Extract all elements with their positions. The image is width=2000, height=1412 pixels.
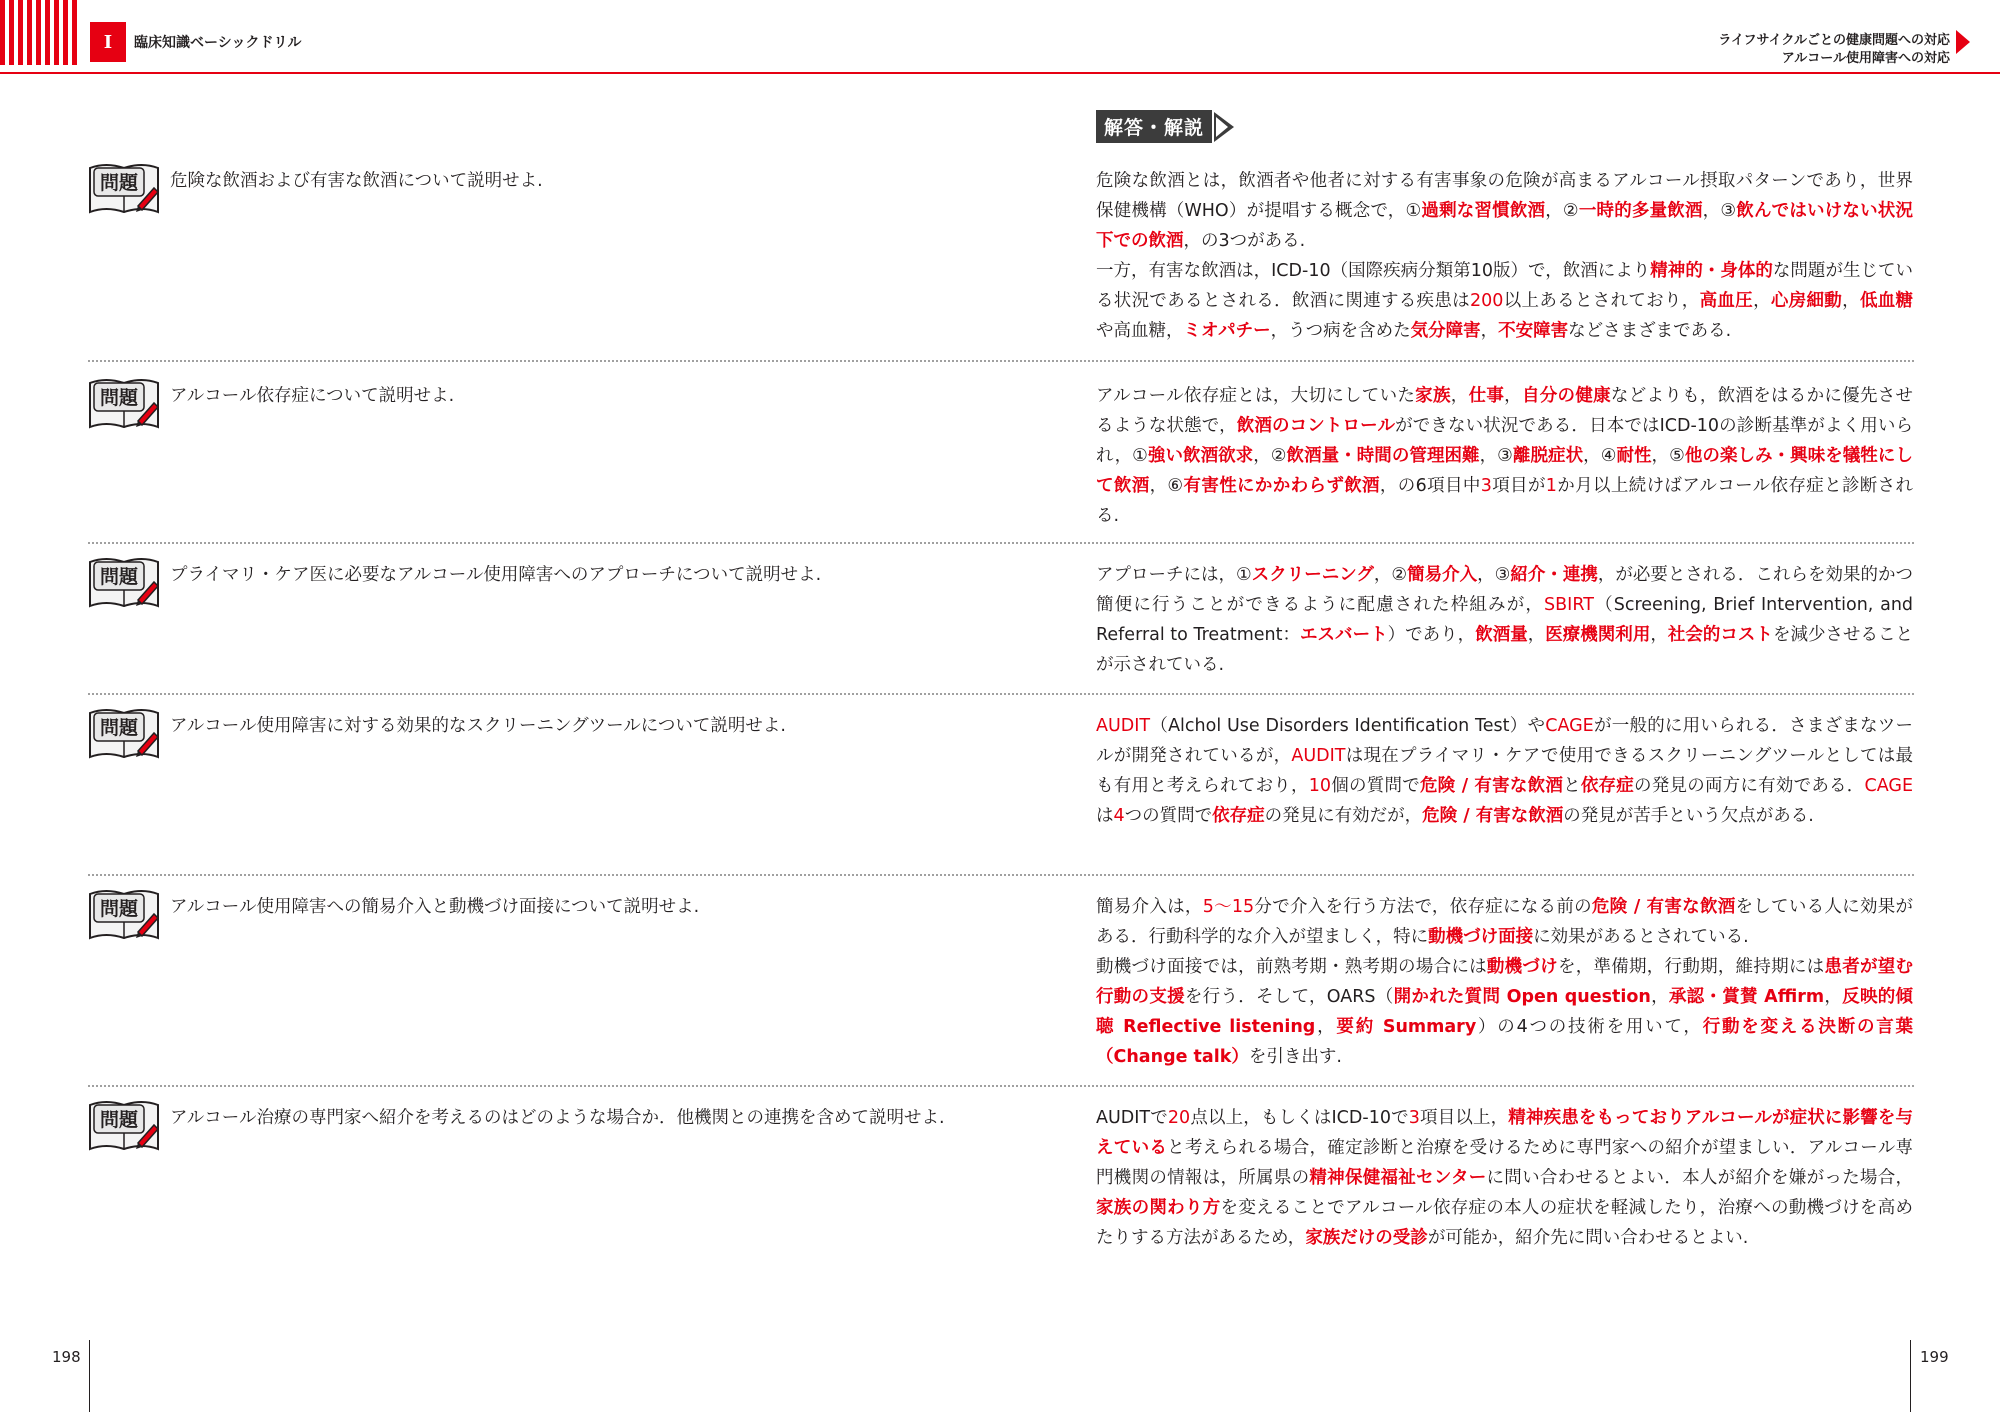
answer-text xyxy=(1096,560,1913,680)
answer-segment: ，⑥ xyxy=(1149,476,1184,496)
answer-segment: の発見に有効だが， xyxy=(1264,806,1423,826)
answer-segment: の発見の両方に有効である． xyxy=(1634,776,1865,796)
highlight-term: 5〜15 xyxy=(1202,897,1255,917)
answer-segment: が一般的に用いられる．さまざまなツールが開発されているが， xyxy=(1096,716,1913,766)
answer-arrow-icon xyxy=(1214,112,1234,142)
highlight-term: 高血圧 xyxy=(1699,291,1754,311)
answer-segment: つの質問で xyxy=(1124,806,1213,826)
answer-segment: や高血糖， xyxy=(1096,321,1184,341)
answer-text xyxy=(1096,381,1913,531)
answer-paragraph xyxy=(1096,166,1913,256)
highlight-term: 精神疾患をもっておりアルコールが症状に影響を与えている xyxy=(1096,1108,1913,1158)
highlight-term: CAGE xyxy=(1545,716,1594,736)
subsection-title: アルコール使用障害への対応 xyxy=(1781,51,1950,66)
question-text: アルコール治療の専門家へ紹介を考えるのはどのような場合か．他機関との連携を含めて説明せよ. xyxy=(170,1108,945,1128)
answer-text xyxy=(1096,711,1913,831)
highlight-term: 危険 / 有害な飲酒 xyxy=(1419,776,1564,796)
header-rule xyxy=(0,72,2000,74)
answer-segment: ， xyxy=(1824,987,1843,1007)
highlight-term: 一時的多量飲酒 xyxy=(1578,201,1703,221)
highlight-term: 1 xyxy=(1545,476,1557,496)
answer-segment: か月以上続けばアルコール依存症と診断される. xyxy=(1096,476,1914,526)
highlight-term: 反映的傾聴 Reflective listening xyxy=(1096,987,1914,1037)
highlight-term: AUDIT xyxy=(1096,716,1151,736)
highlight-term: 強い飲酒欲求 xyxy=(1147,446,1254,466)
highlight-term: 紹介・連携 xyxy=(1510,565,1598,585)
answer-paragraph xyxy=(1096,952,1913,1072)
answer-segment: ，③ xyxy=(1477,565,1511,585)
answer-segment: 簡易介入は， xyxy=(1096,897,1203,917)
highlight-term: SBIRT xyxy=(1544,595,1594,615)
highlight-term: 有害性にかかわらず飲酒 xyxy=(1183,476,1380,496)
answer-paragraph xyxy=(1096,256,1913,346)
highlight-term: エスバート xyxy=(1300,625,1388,645)
answer-segment: ，② xyxy=(1545,201,1579,221)
chapter-label: I xyxy=(103,31,113,53)
question-icon-label: 問題 xyxy=(99,1110,139,1131)
answer-segment: 一方，有害な飲酒は，ICD-10（国際疾病分類第10版）で，飲酒により xyxy=(1096,261,1651,281)
answer-segment: ，② xyxy=(1253,446,1287,466)
separator xyxy=(88,1085,1914,1087)
answer-segment: 項目が xyxy=(1491,476,1546,496)
answer-segment: ができない状況である．日本ではICD-10の診断基準がよく用いられ，① xyxy=(1096,416,1914,466)
highlight-term: 飲酒量 xyxy=(1475,625,1528,645)
highlight-term: 200 xyxy=(1470,291,1504,311)
highlight-term: 動機づけ xyxy=(1486,957,1558,977)
answer-segment: は xyxy=(1096,806,1114,826)
highlight-term: 離脱症状 xyxy=(1512,446,1584,466)
question-icon-label: 問題 xyxy=(99,718,139,739)
answer-segment: を行う．そして，OARS（ xyxy=(1184,987,1394,1007)
answer-segment: が可能か，紹介先に問い合わせるとよい. xyxy=(1427,1228,1749,1248)
answer-segment: を変えることでアルコール依存症の本人の症状を軽減したり，治療への動機づけを高めたりする方法があるため， xyxy=(1096,1198,1913,1248)
answer-segment: 項目以上， xyxy=(1419,1108,1509,1128)
answer-segment: アプローチには，① xyxy=(1096,565,1252,585)
answer-segment: ， xyxy=(1480,321,1499,341)
highlight-term: 危険 / 有害な飲酒 xyxy=(1591,897,1736,917)
answer-segment: 危険な飲酒とは，飲酒者や他者に対する有害事象の危険が高まるアルコール摂取パターンであり，世界保健機構（WHO）が提唱する概念で，① xyxy=(1096,171,1913,221)
header-stripes xyxy=(0,0,84,65)
question-icon-label: 問題 xyxy=(99,388,139,409)
answer-segment: に問い合わせるとよい．本人が紹介を嫌がった場合， xyxy=(1486,1168,1913,1188)
answer-segment: 以上あるとされており， xyxy=(1503,291,1700,311)
answer-segment: と考えられる場合，確定診断と治療を受けるために専門家への紹介が望ましい．アルコール専門機関の情報は，所属県の xyxy=(1096,1138,1914,1188)
answer-segment: ， xyxy=(1650,625,1668,645)
answer-segment: ，③ xyxy=(1479,446,1513,466)
answer-segment: ，の6項目中 xyxy=(1379,476,1481,496)
footer-rule-right xyxy=(1910,1340,1911,1412)
answer-segment: AUDITで xyxy=(1096,1108,1168,1128)
question-icon-label: 問題 xyxy=(99,899,139,920)
question-text: アルコール依存症について説明せよ. xyxy=(170,386,455,406)
highlight-term: 依存症 xyxy=(1212,806,1265,826)
highlight-term: 飲酒量・時間の管理困難 xyxy=(1286,446,1480,466)
highlight-term: 4 xyxy=(1113,806,1125,826)
answer-segment: などよりも，飲酒をはるかに優先させるような状態で， xyxy=(1096,386,1914,436)
chapter-badge xyxy=(90,22,126,62)
answer-segment: 個の質問で xyxy=(1331,776,1420,796)
highlight-term: 依存症 xyxy=(1580,776,1635,796)
answer-segment: （Alchol Use Disorders Identification Test）や xyxy=(1150,716,1546,736)
question-book-icon xyxy=(88,888,160,942)
answer-segment: の発見が苦手という欠点がある. xyxy=(1563,806,1814,826)
running-head-marker xyxy=(1956,30,1970,54)
highlight-term: 10 xyxy=(1308,776,1332,796)
page-number-left: 198 xyxy=(52,1348,81,1366)
separator xyxy=(88,693,1914,695)
answer-segment: ，③ xyxy=(1702,201,1737,221)
answer-segment: を減少させることが示されている. xyxy=(1096,625,1914,675)
answer-paragraph xyxy=(1096,892,1913,952)
highlight-term: 精神的・身体的 xyxy=(1650,261,1773,281)
answer-segment: に効果があるとされている. xyxy=(1533,927,1749,947)
highlight-term: 3 xyxy=(1408,1108,1420,1128)
answer-segment: をしている人に効果がある．行動科学的な介入が望ましく，特に xyxy=(1096,897,1914,947)
answer-segment: ， xyxy=(1650,987,1669,1007)
highlight-term: 心房細動 xyxy=(1770,291,1843,311)
question-book-icon xyxy=(88,377,160,431)
answer-segment: などさまざまである. xyxy=(1568,321,1732,341)
highlight-term: 20 xyxy=(1167,1108,1191,1128)
question-book-icon xyxy=(88,707,160,761)
highlight-term: ミオパチー xyxy=(1183,321,1271,341)
highlight-term: 承認・賞賛 Affirm xyxy=(1668,987,1825,1007)
answer-label-text: 解答・解説 xyxy=(1096,110,1212,143)
answer-segment: 分で介入を行う方法で，依存症になる前の xyxy=(1254,897,1592,917)
answer-segment: ， xyxy=(1315,1017,1337,1037)
highlight-term: 動機づけ面接 xyxy=(1428,927,1534,947)
separator xyxy=(88,542,1914,544)
answer-segment: ，② xyxy=(1373,565,1408,585)
answer-segment: ， xyxy=(1450,386,1469,406)
answer-paragraph xyxy=(1096,381,1913,531)
answer-segment: ， xyxy=(1527,625,1546,645)
answer-segment: を引き出す. xyxy=(1248,1047,1342,1067)
highlight-term: 自分の健康 xyxy=(1521,386,1611,406)
highlight-term: 家族 xyxy=(1415,386,1451,406)
running-head xyxy=(1718,32,1950,68)
separator xyxy=(88,874,1914,876)
question-icon-label: 問題 xyxy=(99,173,139,194)
highlight-term: 患者が望む行動の支援 xyxy=(1096,957,1914,1007)
question-text: プライマリ・ケア医に必要なアルコール使用障害へのアプローチについて説明せよ. xyxy=(170,565,822,585)
answer-segment: 点以上，もしくはICD-10で xyxy=(1190,1108,1409,1128)
answer-segment: ， xyxy=(1842,291,1860,311)
answer-text xyxy=(1096,1103,1913,1253)
question-icon-label: 問題 xyxy=(99,567,139,588)
highlight-term: 耐性 xyxy=(1616,446,1652,466)
answer-segment: ， xyxy=(1504,386,1522,406)
answer-text xyxy=(1096,892,1913,1072)
question-text: アルコール使用障害への簡易介入と動機づけ面接について説明せよ. xyxy=(170,897,700,917)
book-title: 臨床知識ベーシックドリル xyxy=(134,35,302,51)
highlight-term: CAGE xyxy=(1864,776,1914,796)
highlight-term: 過剰な習慣飲酒 xyxy=(1421,201,1546,221)
answer-segment: アルコール依存症とは，大切にしていた xyxy=(1096,386,1416,406)
highlight-term: 飲酒のコントロール xyxy=(1236,416,1396,436)
highlight-term: 仕事 xyxy=(1468,386,1505,406)
highlight-term: AUDIT xyxy=(1291,746,1346,766)
highlight-term: 医療機関利用 xyxy=(1545,625,1651,645)
answer-segment: ，が必要とされる．これらを効果的かつ簡便に行うことができるように配慮された枠組みが， xyxy=(1096,565,1913,615)
answer-paragraph xyxy=(1096,560,1913,680)
highlight-term: 精神保健福祉センター xyxy=(1309,1168,1487,1188)
answer-segment: ，④ xyxy=(1583,446,1617,466)
question-book-icon xyxy=(88,162,160,216)
highlight-term: 開かれた質問 Open question xyxy=(1393,987,1651,1007)
highlight-term: 飲んではいけない状況下での飲酒 xyxy=(1096,201,1913,251)
section-title: ライフサイクルごとの健康問題への対応 xyxy=(1718,33,1950,48)
answer-segment: な問題が生じている状況であるとされる．飲酒に関連する疾患は xyxy=(1096,261,1914,311)
page-number-right: 199 xyxy=(1920,1348,1949,1366)
question-text: アルコール使用障害に対する効果的なスクリーニングツールについて説明せよ. xyxy=(170,716,786,736)
highlight-term: 他の楽しみ・興味を犠牲にして飲酒 xyxy=(1096,446,1913,496)
highlight-term: 低血糖 xyxy=(1859,291,1914,311)
answer-segment: と xyxy=(1563,776,1581,796)
highlight-term: 危険 / 有害な飲酒 xyxy=(1422,806,1564,826)
highlight-term: 行動を変える決断の言葉（Change talk） xyxy=(1096,1017,1914,1067)
answer-paragraph xyxy=(1096,711,1913,831)
highlight-term: 家族だけの受診 xyxy=(1305,1228,1428,1248)
answer-segment: を，準備期，行動期，維持期には xyxy=(1557,957,1825,977)
answer-segment: ）であり， xyxy=(1387,625,1476,645)
question-book-icon xyxy=(88,1099,160,1153)
highlight-term: 家族の関わり方 xyxy=(1096,1198,1221,1218)
answer-segment: ，⑤ xyxy=(1651,446,1685,466)
highlight-term: 3 xyxy=(1480,476,1492,496)
answer-text xyxy=(1096,166,1913,346)
answer-segment: ）の4つの技術を用いて， xyxy=(1476,1017,1703,1037)
answer-segment: 動機づけ面接では，前熟考期・熟考期の場合には xyxy=(1096,957,1487,977)
answer-segment: ，うつ病を含めた xyxy=(1270,321,1411,341)
footer-rule-left xyxy=(89,1340,90,1412)
highlight-term: 要約 Summary xyxy=(1336,1017,1477,1037)
highlight-term: 気分障害 xyxy=(1410,321,1481,341)
answer-segment: ， xyxy=(1753,291,1771,311)
answer-paragraph xyxy=(1096,1103,1913,1253)
highlight-term: 不安障害 xyxy=(1498,321,1569,341)
highlight-term: 簡易介入 xyxy=(1407,565,1478,585)
answer-segment: は現在プライマリ・ケアで使用できるスクリーニングツールとしては最も有用と考えられており， xyxy=(1096,746,1913,796)
question-text: 危険な飲酒および有害な飲酒について説明せよ. xyxy=(170,171,543,191)
answer-segment: （Screening, Brief Intervention, and Referral to Treatment： xyxy=(1096,595,1914,645)
question-book-icon xyxy=(88,556,160,610)
separator xyxy=(88,360,1914,362)
highlight-term: 社会的コスト xyxy=(1667,625,1773,645)
highlight-term: スクリーニング xyxy=(1251,565,1374,585)
answer-segment: ，の3つがある. xyxy=(1183,231,1306,251)
answer-label xyxy=(1096,110,1234,143)
